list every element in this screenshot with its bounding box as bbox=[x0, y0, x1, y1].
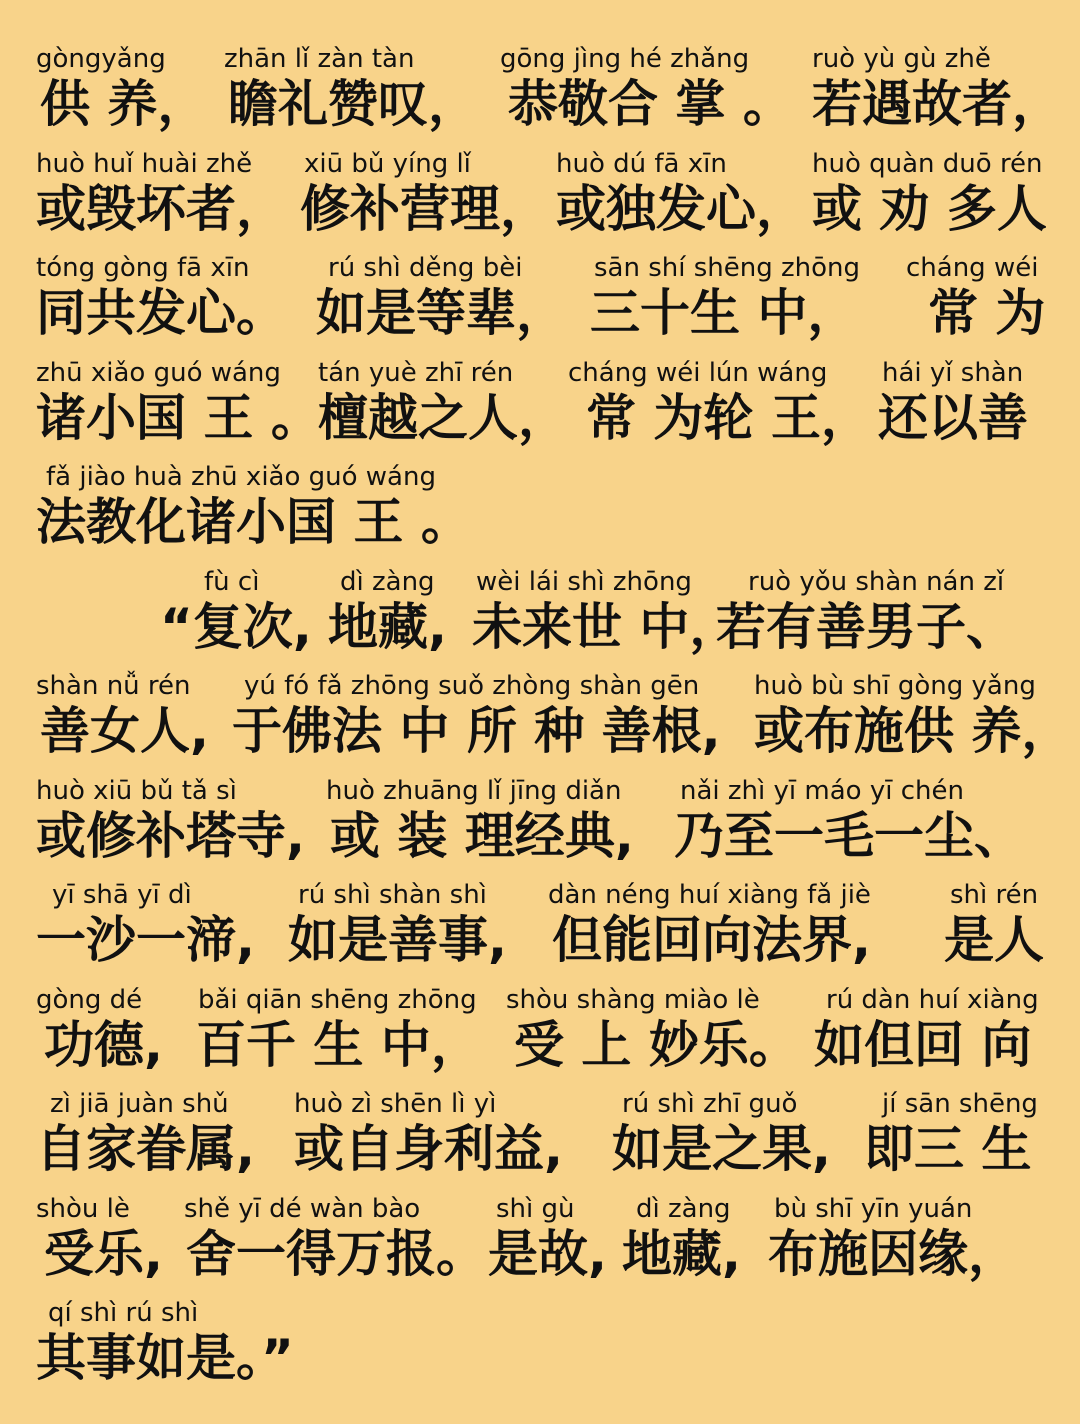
pinyin-annotation: sān shí shēng zhōng bbox=[594, 253, 861, 283]
text-line bbox=[0, 1089, 1080, 1193]
text-line bbox=[0, 1298, 1080, 1402]
pinyin-annotation: shòu lè bbox=[36, 1193, 130, 1224]
text-line bbox=[0, 44, 1080, 148]
chinese-text: 或自身利益, bbox=[294, 1120, 563, 1178]
pinyin-annotation: huò quàn duō rén bbox=[812, 148, 1043, 179]
pinyin-annotation: zhū xiǎo guó wáng bbox=[36, 357, 281, 388]
pinyin-annotation: gòngyǎng bbox=[36, 44, 166, 74]
chinese-text: 即三 生 bbox=[864, 1120, 1032, 1178]
pinyin-annotation: ruò yù gù zhě bbox=[812, 44, 991, 74]
pinyin-annotation: fǎ jiào huà zhū xiǎo guó wáng bbox=[46, 462, 436, 492]
pinyin-annotation: zì jiā juàn shǔ bbox=[50, 1089, 229, 1119]
chinese-text: 恭敬合 掌 。 bbox=[508, 75, 793, 133]
pinyin-annotation: cháng wéi bbox=[906, 253, 1039, 283]
text-line bbox=[0, 985, 1080, 1089]
pinyin-annotation: huò zì shēn lì yì bbox=[294, 1089, 497, 1119]
pinyin-annotation: yī shā yī dì bbox=[52, 880, 192, 910]
chinese-text: 如但回 向 bbox=[814, 1015, 1032, 1074]
text-line bbox=[0, 776, 1080, 880]
chinese-text: 或布施供 养， bbox=[754, 702, 1072, 760]
chinese-text: 乃至一毛一尘、 bbox=[674, 806, 1024, 865]
chinese-text: 檀越之人， bbox=[318, 388, 568, 447]
pinyin-annotation: ruò yǒu shàn nán zǐ bbox=[748, 566, 1005, 597]
chinese-text: 于佛法 中 所 种 善根, bbox=[232, 702, 721, 760]
pinyin-annotation: huò xiū bǔ tǎ sì bbox=[36, 775, 237, 806]
chinese-text: 或独发心， bbox=[556, 179, 806, 238]
chinese-text: 如是等辈， bbox=[316, 284, 566, 342]
pinyin-annotation: bù shī yīn yuán bbox=[774, 1193, 973, 1224]
chinese-text: 诸小国 王 。 bbox=[36, 388, 321, 447]
pinyin-annotation: dì zàng bbox=[340, 566, 435, 597]
pinyin-annotation: huò zhuāng lǐ jīng diǎn bbox=[326, 775, 622, 806]
text-line bbox=[0, 253, 1080, 357]
pinyin-annotation: rú shì zhī guǒ bbox=[622, 1089, 798, 1119]
pinyin-annotation: wèi lái shì zhōng bbox=[476, 566, 692, 597]
chinese-text: 其事如是。” bbox=[36, 1329, 294, 1387]
chinese-text: 布施因缘， bbox=[768, 1224, 1018, 1283]
chinese-text: 三十生 中， bbox=[590, 284, 858, 342]
text-line bbox=[0, 880, 1080, 984]
text-line bbox=[0, 567, 1080, 671]
pinyin-annotation: shì gù bbox=[496, 1193, 575, 1224]
pinyin-annotation: tóng gòng fā xīn bbox=[36, 253, 250, 283]
chinese-text: “复次, bbox=[160, 597, 312, 656]
pinyin-annotation: gōng jìng hé zhǎng bbox=[500, 44, 750, 74]
chinese-text: 若有善男子、 bbox=[716, 597, 1016, 656]
pinyin-annotation: huò huǐ huài zhě bbox=[36, 148, 253, 179]
chinese-text: 一沙一渧, bbox=[36, 911, 255, 969]
pinyin-annotation: shòu shàng miào lè bbox=[506, 984, 760, 1015]
pinyin-annotation: shàn nǚ rén bbox=[36, 671, 191, 701]
chinese-text: 常 为 bbox=[928, 284, 1046, 342]
pinyin-annotation: shě yī dé wàn bào bbox=[184, 1193, 421, 1224]
text-line bbox=[0, 1194, 1080, 1298]
pinyin-annotation: jí sān shēng bbox=[882, 1089, 1038, 1119]
pinyin-annotation: dàn néng huí xiàng fǎ jiè bbox=[548, 880, 871, 910]
chinese-text: 供 养， bbox=[40, 75, 208, 133]
chinese-text: 如是之果, bbox=[612, 1120, 831, 1178]
chinese-text: 受乐, bbox=[44, 1224, 163, 1283]
chinese-text: 修补营理， bbox=[300, 179, 550, 238]
pinyin-annotation: hái yǐ shàn bbox=[882, 357, 1024, 388]
chinese-text: 常 为轮 王， bbox=[586, 388, 871, 447]
pinyin-annotation: cháng wéi lún wáng bbox=[568, 357, 828, 388]
chinese-text: 自家眷属, bbox=[36, 1120, 255, 1178]
chinese-text: 或 劝 多人 bbox=[812, 179, 1047, 238]
chinese-text: 是人 bbox=[944, 911, 1044, 969]
chinese-text: 或修补塔寺, bbox=[36, 806, 305, 865]
pinyin-annotation: rú dàn huí xiàng bbox=[826, 984, 1039, 1015]
text-line bbox=[0, 358, 1080, 462]
pinyin-annotation: fù cì bbox=[204, 566, 260, 597]
chinese-text: 瞻礼赞叹， bbox=[228, 75, 478, 133]
chinese-text: 如是善事, bbox=[288, 911, 507, 969]
chinese-text: 受 上 妙乐。 bbox=[514, 1015, 799, 1074]
chinese-text: 未来世 中， bbox=[472, 597, 740, 656]
pinyin-annotation: yú fó fǎ zhōng suǒ zhòng shàn gēn bbox=[244, 671, 700, 701]
chinese-text: 是故, bbox=[488, 1224, 607, 1283]
pinyin-annotation: xiū bǔ yíng lǐ bbox=[304, 148, 471, 179]
chinese-text: 但能回向法界, bbox=[552, 911, 871, 969]
chinese-text: 或毁坏者， bbox=[36, 179, 286, 238]
chinese-text: 或 装 理经典, bbox=[330, 806, 634, 865]
text-line bbox=[0, 462, 1080, 566]
chinese-text: 功德, bbox=[44, 1015, 163, 1074]
chinese-text: 同共发心。 bbox=[36, 284, 286, 342]
pinyin-annotation: zhān lǐ zàn tàn bbox=[224, 44, 415, 74]
pinyin-annotation: nǎi zhì yī máo yī chén bbox=[680, 775, 964, 806]
pinyin-annotation: rú shì shàn shì bbox=[298, 880, 487, 910]
chinese-text: 若遇故者， bbox=[812, 75, 1062, 133]
text-line bbox=[0, 149, 1080, 253]
pinyin-annotation: huò bù shī gòng yǎng bbox=[754, 671, 1036, 701]
pinyin-annotation: tán yuè zhī rén bbox=[318, 357, 514, 388]
pinyin-annotation: dì zàng bbox=[636, 1193, 731, 1224]
chinese-text: 还以善 bbox=[878, 388, 1028, 447]
pinyin-annotation: qí shì rú shì bbox=[48, 1298, 199, 1328]
chinese-text: 善女人, bbox=[40, 702, 209, 760]
text-line bbox=[0, 671, 1080, 775]
chinese-text: 地藏, bbox=[328, 597, 447, 656]
pinyin-annotation: rú shì děng bèi bbox=[328, 253, 523, 283]
chinese-text: 法教化诸小国 王 。 bbox=[36, 493, 471, 551]
pinyin-annotation: huò dú fā xīn bbox=[556, 148, 727, 179]
chinese-text: 百千 生 中， bbox=[196, 1015, 481, 1074]
pinyin-annotation: bǎi qiān shēng zhōng bbox=[198, 984, 477, 1015]
pinyin-annotation: shì rén bbox=[950, 880, 1039, 910]
pinyin-annotation: gòng dé bbox=[36, 984, 143, 1015]
chinese-text: 地藏, bbox=[622, 1224, 741, 1283]
chinese-text: 舍一得万报。 bbox=[186, 1224, 486, 1283]
